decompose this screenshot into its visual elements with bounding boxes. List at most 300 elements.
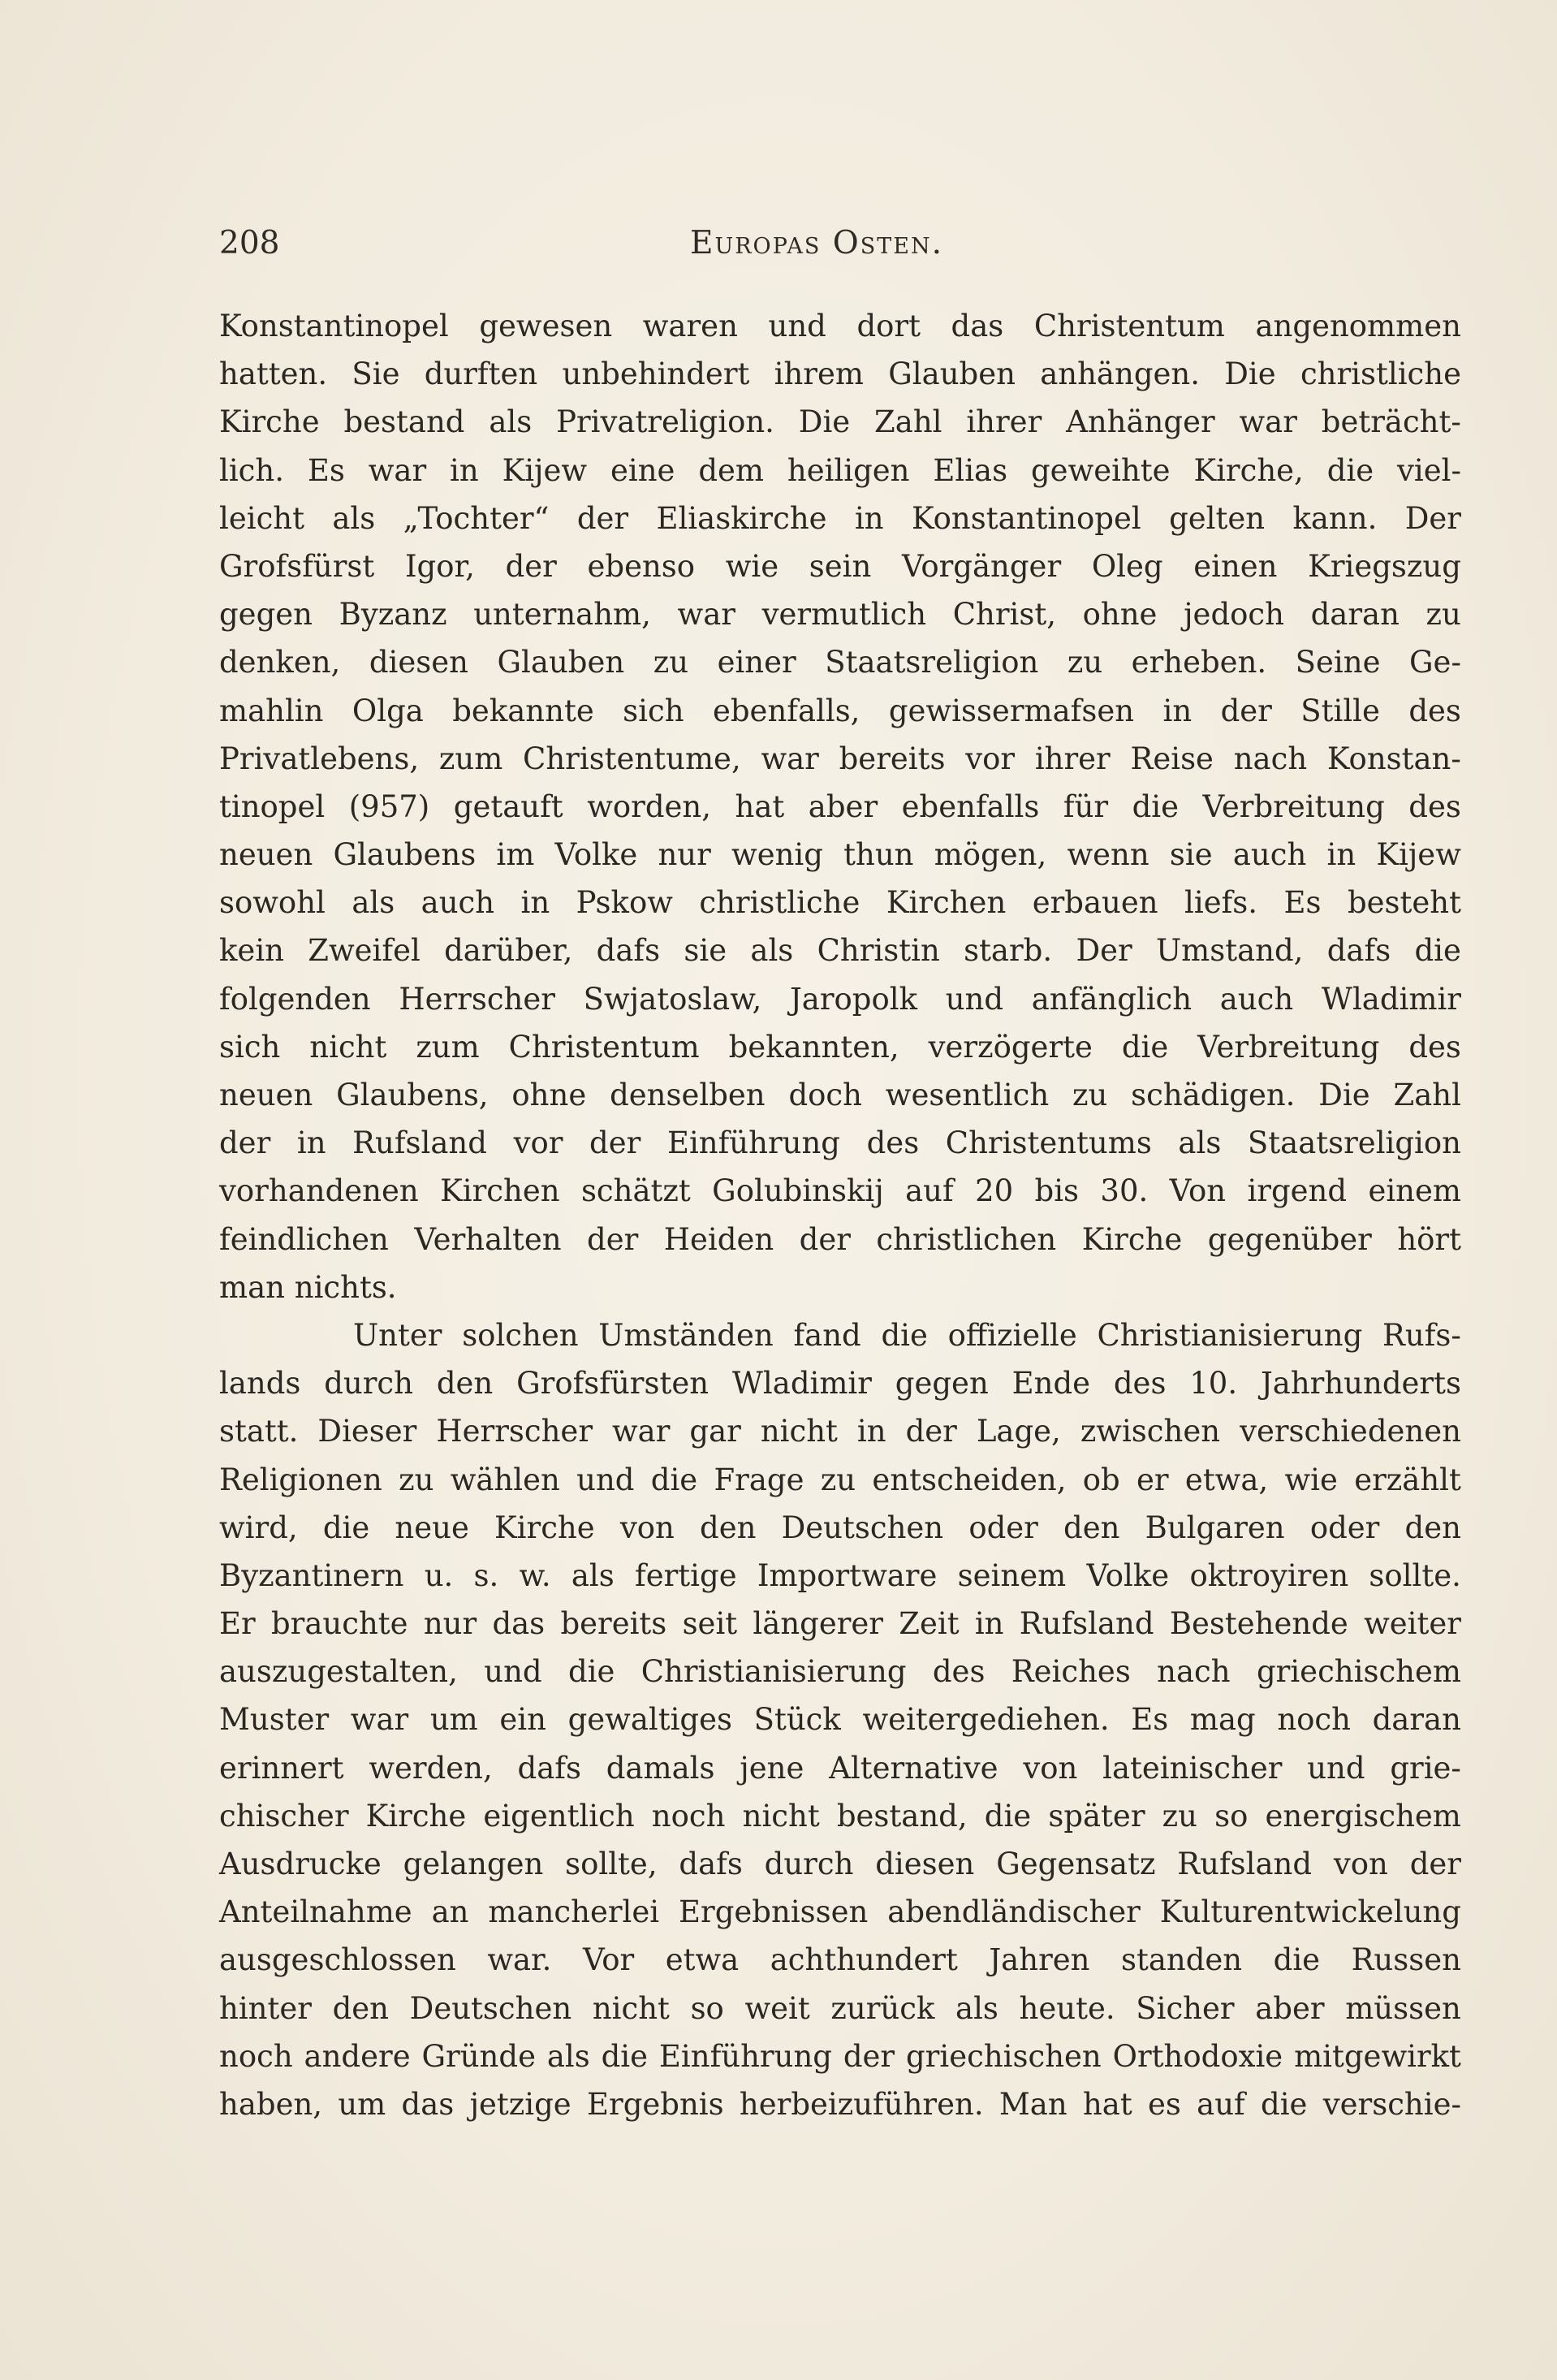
- word: wesentlich: [885, 1078, 1050, 1112]
- word: heiligen: [787, 452, 910, 488]
- word: Herrscher: [436, 1414, 593, 1449]
- word: nicht: [742, 1798, 820, 1834]
- word: zu: [653, 645, 689, 680]
- word: nicht: [592, 1990, 670, 2026]
- word: des: [1408, 788, 1461, 824]
- word: oder: [968, 1510, 1038, 1545]
- word: der: [505, 548, 557, 584]
- word: und: [945, 981, 1004, 1017]
- word: auf: [905, 1173, 954, 1209]
- word: gegen: [895, 1366, 989, 1402]
- word: unbehindert: [562, 356, 750, 392]
- word: bereits: [560, 1606, 667, 1642]
- word: kann.: [1292, 500, 1378, 536]
- word: griechischen: [906, 2038, 1102, 2074]
- word: Bulgaren: [1145, 1510, 1285, 1545]
- text-line: [219, 1407, 1461, 1455]
- word: durften: [424, 356, 538, 392]
- text-line: [219, 398, 1461, 446]
- word: die: [567, 1654, 615, 1690]
- word: Kijew: [1376, 837, 1461, 873]
- word: Importware: [757, 1557, 938, 1593]
- word: Deutschen: [409, 1990, 572, 2026]
- word: herbeizuführen.: [739, 2086, 984, 2122]
- word: hört: [1397, 1221, 1461, 1257]
- word: Eliaskirche: [656, 500, 827, 536]
- word: Er: [219, 1606, 256, 1642]
- word: so: [1214, 1798, 1249, 1834]
- word: aber: [1255, 1990, 1325, 2026]
- word: war: [612, 1414, 671, 1449]
- text-line: [219, 1600, 1461, 1648]
- word: Reiches: [1011, 1654, 1131, 1690]
- word: dafs: [596, 933, 661, 969]
- word: sowohl: [219, 885, 326, 921]
- word: seit: [682, 1606, 738, 1642]
- word: als: [546, 2038, 590, 2074]
- word: die: [601, 2038, 649, 2074]
- word: dafs: [1326, 933, 1391, 969]
- word: Byzanz: [339, 597, 447, 633]
- word: 30.: [1100, 1173, 1149, 1209]
- word: denselben: [610, 1078, 766, 1112]
- word: Gründe: [421, 2038, 536, 2074]
- word: des: [932, 1654, 986, 1690]
- word: grie-: [1390, 1750, 1461, 1786]
- word: das: [492, 1606, 546, 1642]
- word: Konstantinopel: [911, 500, 1141, 536]
- word: andere: [304, 2038, 411, 2074]
- word: gelangen: [403, 1847, 544, 1881]
- word: gegenüber: [1207, 1221, 1372, 1257]
- text-line: [219, 590, 1461, 638]
- word: angenommen: [1255, 309, 1461, 343]
- word: gewesen: [479, 309, 613, 343]
- word: viel-: [1396, 452, 1461, 488]
- word: Seine: [1295, 645, 1381, 680]
- word: mancherlei: [488, 1894, 660, 1930]
- word: Konstan-: [1326, 741, 1461, 776]
- word: einer: [717, 645, 796, 680]
- word: Anhänger: [1066, 404, 1215, 440]
- text-line: [219, 1359, 1461, 1407]
- word: Grofsfürst: [219, 548, 375, 584]
- word: verzögerte: [928, 1029, 1093, 1065]
- word: hatten.: [219, 356, 328, 392]
- word: bekannten,: [728, 1029, 899, 1065]
- word: mahlin: [219, 693, 324, 728]
- word: durch: [764, 1847, 854, 1881]
- word: als: [750, 933, 794, 969]
- word: leicht: [219, 500, 304, 536]
- word: Jahren: [989, 1942, 1090, 1978]
- running-head: Europas Osten.: [690, 225, 943, 261]
- word: bis: [1034, 1173, 1080, 1209]
- word: Zweifel: [308, 933, 421, 969]
- word: liefs.: [1184, 885, 1258, 921]
- word: gewissermafsen: [888, 693, 1135, 728]
- word: im: [496, 837, 535, 873]
- word: Christ,: [952, 597, 1056, 633]
- word: in: [520, 885, 550, 921]
- text-line: [219, 1311, 1461, 1359]
- word: schädigen.: [1131, 1078, 1296, 1112]
- word: und: [484, 1654, 542, 1690]
- word: Stille: [1300, 693, 1380, 728]
- word: als: [332, 500, 376, 536]
- word: geweihte: [1030, 452, 1171, 488]
- word: Reise: [1130, 741, 1214, 776]
- word: Kirche: [219, 404, 320, 440]
- word: zu: [399, 1462, 434, 1497]
- word: gar: [689, 1414, 741, 1449]
- word: neuen: [219, 837, 313, 873]
- word: des: [1408, 1029, 1461, 1065]
- word: war: [350, 1702, 409, 1738]
- word: Umstand,: [1155, 933, 1304, 969]
- word: sie: [1169, 837, 1213, 873]
- text-line: [219, 783, 1461, 831]
- word: thun: [843, 837, 914, 873]
- word: heute.: [1019, 1990, 1115, 2026]
- word: Christentume,: [523, 741, 741, 776]
- word: Dieser: [317, 1414, 417, 1449]
- word: bekannte: [452, 693, 594, 728]
- word: um: [429, 1702, 478, 1738]
- word: die: [984, 1798, 1032, 1834]
- word: als: [955, 1990, 998, 2026]
- word: war.: [487, 1942, 552, 1978]
- word: Bestehende: [1169, 1606, 1348, 1642]
- word: den: [1404, 1510, 1461, 1545]
- word: noch: [219, 2038, 293, 2074]
- word: Der: [1404, 500, 1461, 536]
- word: Es: [1283, 885, 1322, 921]
- word: wie: [725, 548, 779, 584]
- word: Kirche: [494, 1510, 595, 1545]
- word: Lage,: [976, 1414, 1061, 1449]
- word: Christianisierung: [1097, 1317, 1363, 1353]
- word: sich: [623, 693, 684, 728]
- word: zu: [1425, 597, 1461, 633]
- word: doch: [788, 1078, 862, 1112]
- word: Zahl: [874, 404, 942, 440]
- word: lich.: [219, 452, 284, 488]
- word: neuen: [219, 1078, 313, 1112]
- word: diesen: [369, 645, 468, 680]
- text-line: [219, 1648, 1461, 1695]
- text-line: [219, 1792, 1461, 1840]
- word: der: [1409, 1847, 1461, 1881]
- text-line: [219, 1263, 1461, 1311]
- word: s.: [473, 1557, 499, 1593]
- word: (957): [348, 788, 430, 824]
- word: des: [1113, 1366, 1167, 1402]
- text-line: [219, 1888, 1461, 1936]
- word: in: [854, 500, 884, 536]
- word: Ergebnissen: [679, 1894, 869, 1930]
- word: christliche: [699, 885, 860, 921]
- text-line: [219, 2080, 1461, 2128]
- word: Es: [1131, 1702, 1169, 1738]
- word: so: [690, 1990, 724, 2026]
- text-line: [219, 1695, 1461, 1743]
- word: müssen: [1345, 1990, 1461, 2026]
- word: feindlichen: [219, 1221, 389, 1257]
- word: weitergediehen.: [862, 1702, 1110, 1738]
- word: Deutschen: [781, 1510, 944, 1545]
- word: Die: [1224, 356, 1276, 392]
- word: bestand: [343, 404, 465, 440]
- body-text: [219, 302, 1461, 2129]
- word: wählen: [450, 1462, 560, 1497]
- word: christliche: [1300, 356, 1461, 392]
- word: verschie-: [1322, 2086, 1461, 2122]
- word: Heiden: [663, 1221, 774, 1257]
- word: erinnert: [219, 1750, 344, 1786]
- word: zurück: [830, 1990, 935, 2026]
- word: Christentum: [508, 1029, 700, 1065]
- word: Jahrhunderts: [1260, 1366, 1461, 1402]
- word: auch: [1219, 981, 1294, 1017]
- word: als: [571, 1557, 615, 1593]
- text-line: [219, 542, 1461, 590]
- text-line: [219, 975, 1461, 1023]
- word: Igor,: [404, 548, 475, 584]
- word: jedoch: [1184, 597, 1284, 633]
- word: brauchte: [270, 1606, 408, 1642]
- word: an: [431, 1894, 469, 1930]
- word: in: [974, 1606, 1004, 1642]
- word: damals: [606, 1750, 715, 1786]
- word: Pskow: [576, 885, 673, 921]
- word: den: [700, 1510, 757, 1545]
- word: Unter: [353, 1317, 442, 1353]
- word: Vor: [582, 1942, 635, 1978]
- word: es: [1147, 2086, 1181, 2122]
- word: in: [296, 1125, 326, 1161]
- word: Religionen: [219, 1462, 382, 1497]
- word: die: [1261, 2086, 1308, 2122]
- word: der: [1220, 693, 1272, 728]
- word: Zahl: [1393, 1078, 1461, 1112]
- word: sie: [684, 933, 727, 969]
- word: von: [619, 1510, 675, 1545]
- word: Privatreligion.: [556, 404, 774, 440]
- text-line: [219, 1119, 1461, 1167]
- word: daran: [1372, 1702, 1461, 1738]
- text-line: [219, 687, 1461, 735]
- word: Sie: [352, 356, 400, 392]
- word: anhängen.: [1040, 356, 1200, 392]
- word: ein: [499, 1702, 546, 1738]
- word: verschiedenen: [1240, 1414, 1461, 1449]
- word: Einführung: [666, 1125, 840, 1161]
- word: Ende: [1011, 1366, 1091, 1402]
- word: Anteilnahme: [219, 1894, 412, 1930]
- word: kein: [219, 933, 284, 969]
- word: zwischen: [1080, 1414, 1221, 1449]
- word: nur: [423, 1606, 477, 1642]
- word: längerer: [753, 1606, 883, 1642]
- word: bestand,: [836, 1798, 968, 1834]
- word: Christin: [817, 933, 940, 969]
- word: Glauben: [497, 645, 625, 680]
- word: Christianisierung: [640, 1654, 907, 1690]
- word: Orthodoxie: [1112, 2038, 1283, 2074]
- word: denken,: [219, 645, 341, 680]
- word: als: [352, 885, 395, 921]
- word: die: [1273, 1942, 1321, 1978]
- word: Verbreitung: [1202, 788, 1385, 824]
- word: oktroyiren: [1189, 1557, 1349, 1593]
- word: noch: [651, 1798, 726, 1834]
- word: die: [650, 1462, 698, 1497]
- word: aber: [808, 788, 878, 824]
- word: Einführung: [658, 2038, 832, 2074]
- word: hat: [1082, 2086, 1132, 2122]
- word: auch: [421, 885, 495, 921]
- text-line: [219, 495, 1461, 542]
- word: darüber,: [444, 933, 573, 969]
- word: wenn: [1067, 837, 1149, 873]
- word: weiter: [1364, 1606, 1461, 1642]
- word: Alternative: [829, 1750, 998, 1786]
- word: vermutlich: [761, 597, 927, 633]
- word: die: [1414, 933, 1461, 969]
- word: Gegensatz: [996, 1847, 1156, 1881]
- word: der: [576, 500, 629, 536]
- word: Glaubens: [333, 837, 477, 873]
- text-line: [219, 1985, 1461, 2032]
- word: dafs: [679, 1847, 743, 1881]
- word: Muster: [219, 1702, 330, 1738]
- word: die: [1326, 452, 1374, 488]
- word: zu: [1162, 1798, 1197, 1834]
- word: dafs: [517, 1750, 581, 1786]
- word: Volke: [1086, 1557, 1170, 1593]
- word: Swjatoslaw,: [583, 981, 762, 1017]
- word: in: [856, 1414, 886, 1449]
- text-line: [219, 1167, 1461, 1215]
- word: Wladimir: [731, 1366, 872, 1402]
- word: chischer: [219, 1798, 349, 1834]
- word: folgenden: [219, 981, 371, 1017]
- word: zu: [820, 1462, 856, 1497]
- word: als: [1178, 1125, 1222, 1161]
- word: den: [1063, 1510, 1120, 1545]
- word: man nichts.: [219, 1269, 397, 1305]
- word: 10.: [1189, 1366, 1238, 1402]
- word: anfänglich: [1031, 981, 1193, 1017]
- word: von: [1023, 1750, 1078, 1786]
- word: energischem: [1265, 1798, 1461, 1834]
- word: in: [1326, 837, 1356, 873]
- word: der: [905, 1414, 957, 1449]
- word: Sicher: [1136, 1990, 1235, 2026]
- word: achthundert: [770, 1942, 958, 1978]
- word: offizielle: [947, 1317, 1077, 1353]
- word: etwa: [665, 1942, 740, 1978]
- word: Volke: [554, 837, 638, 873]
- word: den: [436, 1366, 494, 1402]
- word: war: [368, 452, 427, 488]
- word: griechischem: [1256, 1654, 1461, 1690]
- word: erbauen: [1032, 885, 1158, 921]
- word: die: [322, 1510, 370, 1545]
- word: Kirche: [365, 1798, 467, 1834]
- word: einem: [1368, 1173, 1461, 1209]
- word: Ausdrucke: [219, 1847, 382, 1881]
- text-line: [219, 350, 1461, 398]
- word: mag: [1189, 1702, 1256, 1738]
- word: Konstantinopel: [219, 309, 449, 343]
- word: den: [332, 1990, 390, 2026]
- word: hat: [735, 788, 785, 824]
- word: Kijew: [502, 452, 588, 488]
- word: Umständen: [598, 1317, 774, 1353]
- word: war: [677, 597, 735, 633]
- word: Die: [798, 404, 851, 440]
- word: abendländischer: [887, 1894, 1141, 1930]
- word: waren: [642, 309, 738, 343]
- word: nicht: [760, 1414, 838, 1449]
- word: Zeit: [899, 1606, 960, 1642]
- word: lands: [219, 1366, 301, 1402]
- word: christlichen: [876, 1221, 1057, 1257]
- word: Ge-: [1409, 645, 1461, 680]
- word: um: [338, 2086, 386, 2122]
- word: Der: [1076, 933, 1132, 969]
- word: wie: [1284, 1462, 1338, 1497]
- text-line: [219, 1552, 1461, 1600]
- word: Man: [998, 2086, 1067, 2122]
- word: die: [1121, 1029, 1169, 1065]
- word: und: [1307, 1750, 1365, 1786]
- word: Privatlebens,: [219, 741, 420, 776]
- word: w.: [519, 1557, 551, 1593]
- word: 20: [975, 1173, 1014, 1209]
- word: zum: [416, 1029, 480, 1065]
- word: Grofsfürsten: [516, 1366, 709, 1402]
- word: Christentum: [1033, 309, 1225, 343]
- word: Vorgänger: [902, 548, 1062, 584]
- word: diesen: [875, 1847, 975, 1881]
- text-line: [219, 1071, 1461, 1119]
- word: zum: [438, 741, 503, 776]
- word: nach: [1157, 1654, 1231, 1690]
- word: bereits: [839, 741, 946, 776]
- text-line: [219, 1504, 1461, 1552]
- word: durch: [324, 1366, 413, 1402]
- word: Rufsland: [352, 1125, 487, 1161]
- word: ausgeschlossen: [219, 1942, 456, 1978]
- word: neue: [395, 1510, 469, 1545]
- word: solchen: [462, 1317, 579, 1353]
- word: nicht: [309, 1029, 387, 1065]
- text-line: [219, 447, 1461, 495]
- word: erzählt: [1354, 1462, 1461, 1497]
- text-line: [219, 1744, 1461, 1792]
- word: Ergebnis: [587, 2086, 724, 2122]
- word: von: [1333, 1847, 1388, 1881]
- text-line: [219, 1023, 1461, 1071]
- text-line: [219, 831, 1461, 879]
- word: der: [587, 1221, 639, 1257]
- word: Christentums: [945, 1125, 1152, 1161]
- word: beträcht-: [1321, 404, 1461, 440]
- word: Frage: [714, 1462, 804, 1497]
